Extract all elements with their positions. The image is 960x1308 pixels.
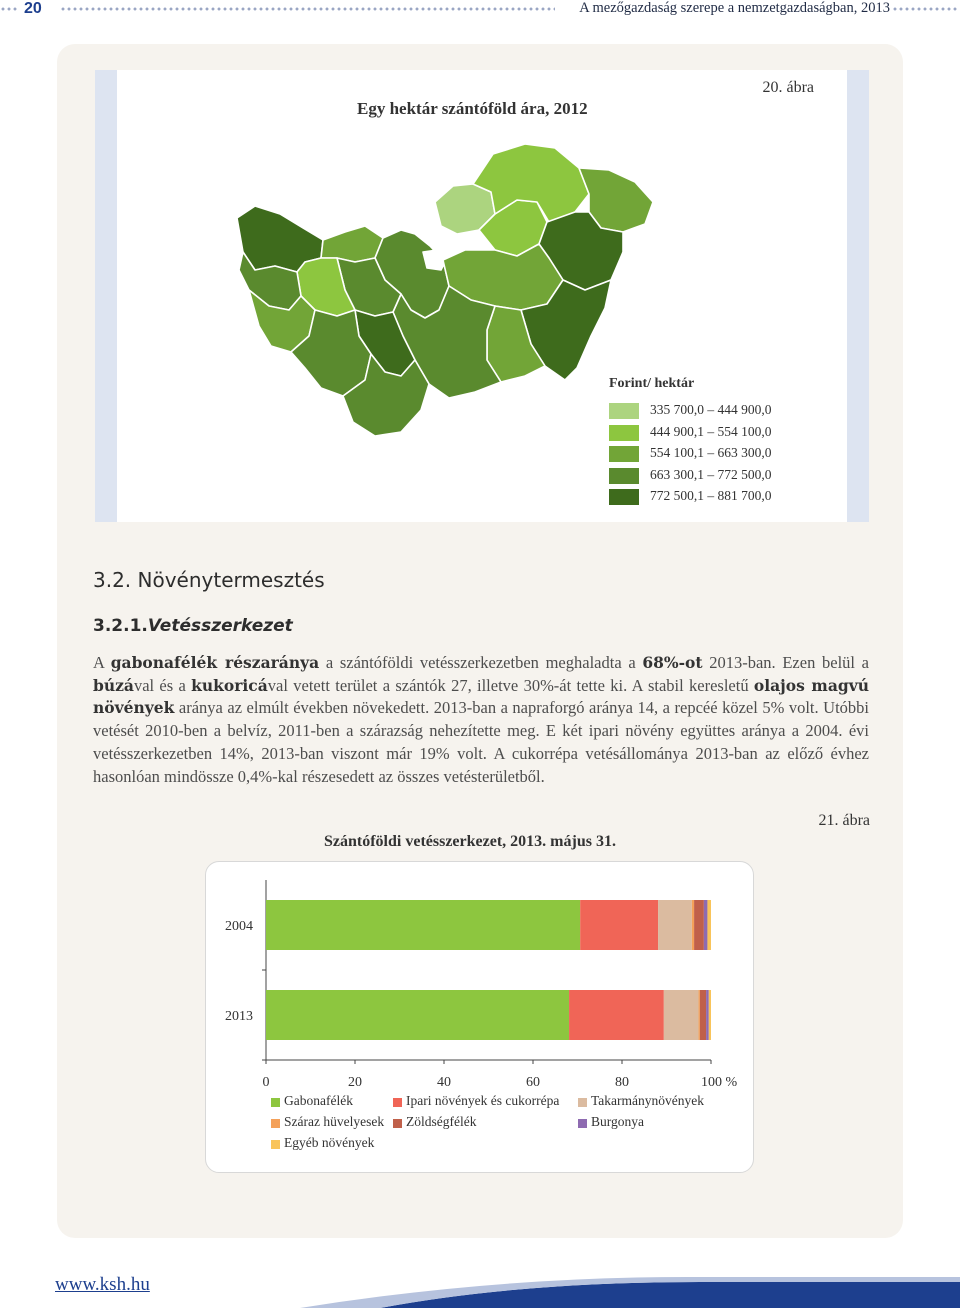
y-category-label: 2004 xyxy=(225,919,253,934)
bold-run: gabonafélék részaránya xyxy=(110,653,320,672)
frame-bar-right xyxy=(847,70,869,522)
bold-run: kukoricá xyxy=(191,675,268,695)
bar-legend-swatch xyxy=(271,1119,280,1128)
bar-chart-legend xyxy=(271,1093,741,1159)
bar-legend-label: Ipari növények és cukorrépa xyxy=(406,1093,560,1108)
footer-website-link[interactable]: www.ksh.hu xyxy=(55,1274,150,1295)
map-figure-number: 20. ábra xyxy=(762,79,814,96)
text-run: a szántóföldi vetésszerkezetben meghaladta a xyxy=(319,653,643,672)
bar-legend-label: Gabonafélék xyxy=(284,1093,353,1108)
x-tick-label: 40 xyxy=(437,1075,451,1090)
bar-legend-label: Takarmánynövények xyxy=(591,1093,705,1108)
header-dots-left xyxy=(0,7,18,11)
bar-legend-swatch xyxy=(393,1098,402,1107)
legend-label: 335 700,0 – 444 900,0 xyxy=(650,402,772,417)
text-run: 2013-ban. Ezen belül a xyxy=(702,653,869,672)
legend-swatch xyxy=(609,403,639,419)
subsection-heading xyxy=(93,616,293,636)
bar-legend-swatch xyxy=(578,1098,587,1107)
page-header xyxy=(0,0,960,22)
y-category-label: 2013 xyxy=(225,1009,253,1024)
x-tick-label: 60 xyxy=(526,1075,540,1090)
running-title: A mezőgazdaság szerepe a nemzetgazdaságban, 2013 xyxy=(579,0,890,16)
bar-legend-label: Zöldségfélék xyxy=(406,1114,477,1129)
text-run: val és a xyxy=(133,675,192,695)
text-run: A xyxy=(93,653,111,672)
bar-legend-swatch xyxy=(271,1140,280,1149)
legend-swatch xyxy=(609,446,639,462)
bar-legend-label: Egyéb növények xyxy=(284,1135,375,1150)
text-run: val vetett terület a szántók 27, illetve 30%-át tette ki. A stabil keresletű xyxy=(267,675,754,695)
x-tick-label: 100 % xyxy=(701,1075,738,1090)
text-run: aránya az elmúlt években növekedett. 2013-ban a napraforgó aránya 14, a repcéé közel 5% volt. Utóbbi vetését 2010-ben a belvíz, 2011-ben a szárazság nehezítette meg. E két ipari növény együttes aránya a 2004. évi vetésszerkezetben 14%, 2013-ban viszont már 19% volt. A cukorrépa vetésállománya 2013-ban az előző évhez hasonlóan mindössze 0,4%-kal részesedett az összes vetésterületből. xyxy=(93,698,869,786)
header-dots-right xyxy=(892,7,958,11)
county-komarom-esztergom xyxy=(321,226,383,262)
frame-bar-left xyxy=(95,70,117,522)
bar-chart-title: Szántóföldi vetésszerkezet, 2013. május 31. xyxy=(324,833,616,850)
map-legend-title: Forint/ hektár xyxy=(609,376,695,391)
bar-legend-swatch xyxy=(393,1119,402,1128)
bar-legend-swatch xyxy=(271,1098,280,1107)
bold-run: búzá xyxy=(93,675,134,695)
x-tick-label: 0 xyxy=(262,1075,270,1090)
bold-run: 68%-ot xyxy=(642,653,703,672)
bar-legend-label: Száraz hüvelyesek xyxy=(284,1114,385,1129)
subsection-title: Vetésszerkezet xyxy=(147,616,293,636)
x-tick-label: 80 xyxy=(615,1075,629,1090)
legend-label: 663 300,1 – 772 500,0 xyxy=(650,466,772,482)
legend-swatch xyxy=(609,425,639,441)
legend-swatch xyxy=(609,489,639,505)
map-title: Egy hektár szántóföld ára, 2012 xyxy=(357,99,588,118)
header-dots-middle xyxy=(60,7,555,11)
bar-figure-number: 21. ábra xyxy=(818,812,870,829)
body-paragraph xyxy=(93,652,869,788)
bold-run: olajos magvú növények xyxy=(93,675,869,718)
legend-label: 444 900,1 – 554 100,0 xyxy=(650,423,772,439)
subsection-number: 3.2.1. xyxy=(93,616,148,636)
legend-label: 554 100,1 – 663 300,0 xyxy=(650,445,772,460)
bar-legend-swatch xyxy=(578,1119,587,1128)
bar-legend-label: Burgonya xyxy=(591,1114,644,1129)
hungary-county-map xyxy=(225,140,655,450)
page-number: 20 xyxy=(24,0,42,17)
legend-swatch xyxy=(609,468,639,484)
x-tick-label: 20 xyxy=(348,1075,362,1090)
legend-label: 772 500,1 – 881 700,0 xyxy=(650,488,772,503)
section-heading: 3.2. Növénytermesztés xyxy=(93,568,325,592)
